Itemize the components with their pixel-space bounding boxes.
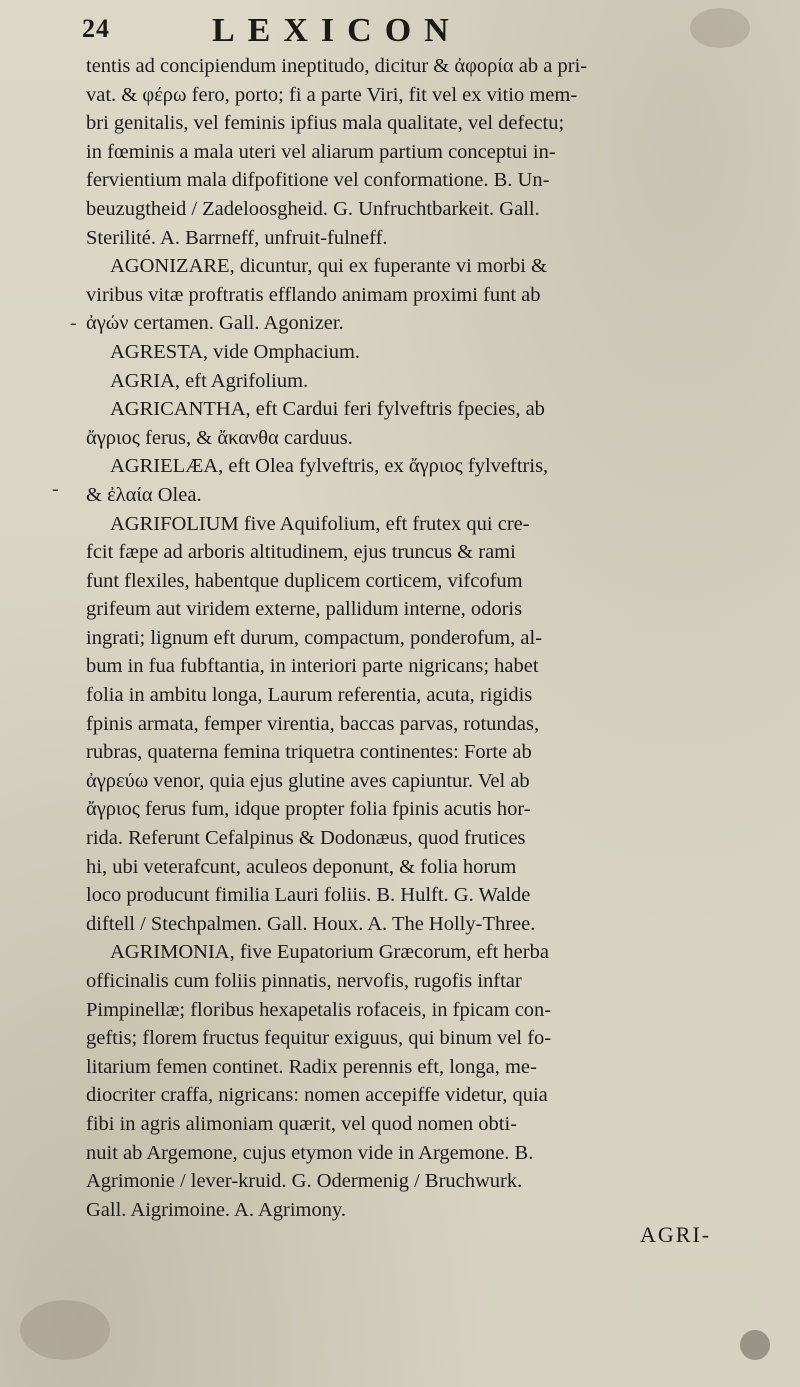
text-line: ἀγών certamen. Gall. Agonizer.	[86, 312, 344, 335]
text-line: in fœminis a mala uteri vel aliarum partium conceptui in-	[86, 140, 556, 163]
text-line: AGRIFOLIUM five Aquifolium, eft frutex qui cre-	[110, 512, 530, 535]
paper-stain	[740, 1330, 770, 1360]
text-line: fibi in agris alimoniam quærit, vel quod nomen obti-	[86, 1112, 518, 1135]
text-line: bum in fua fubftantia, in interiori parte nigricans; habet	[86, 655, 539, 678]
text-line: litarium femen continet. Radix perennis eft, longa, me-	[86, 1055, 537, 1078]
text-line: fpinis armata, femper virentia, baccas parvas, rotundas,	[86, 712, 540, 735]
text-line: tentis ad concipiendum ineptitudo, dicitur & ἀφορία ab a pri-	[86, 55, 588, 77]
margin-mark: -	[70, 312, 77, 334]
text-line: nuit ab Argemone, cujus etymon vide in Argemone. B.	[86, 1141, 534, 1164]
text-line: rubras, quaterna femina triquetra continentes: Forte ab	[86, 741, 532, 764]
text-line: ἀγρεύω venor, quia ejus glutine aves capiuntur. Vel ab	[86, 769, 530, 792]
text-line: hi, ubi veterafcunt, aculeos deponunt, & folia horum	[86, 855, 517, 878]
text-line: AGRIMONIA, five Eupatorium Græcorum, eft herba	[110, 941, 549, 964]
text-line: & ἐλαία Olea.	[86, 483, 202, 506]
page-number: 24	[82, 14, 110, 43]
text-line: officinalis cum foliis pinnatis, nervofis, rugofis inftar	[86, 970, 522, 992]
text-line: Gall. Aigrimoine. A. Agrimony.	[86, 1198, 347, 1221]
text-line: AGRESTA, vide Omphacium.	[110, 340, 361, 363]
page-header	[82, 12, 722, 49]
text-line: fervientium mala difpofitione vel conformatione. B. Un-	[86, 169, 550, 192]
text-line: geftis; florem fructus fequitur exiguus, qui binum vel fo-	[86, 1027, 552, 1050]
text-line: grifeum aut viridem externe, pallidum interne, odoris	[86, 598, 523, 621]
running-head: LEXICON	[212, 12, 462, 49]
body-text	[86, 52, 776, 1224]
text-line: Sterilité. A. Barrneff, unfruit-fulneff.	[86, 226, 388, 249]
text-line: Pimpinellæ; floribus hexapetalis rofaceis, in fpicam con-	[86, 998, 552, 1021]
catchword: AGRI-	[640, 1222, 712, 1247]
text-line: viribus vitæ proftratis efflando animam proximi funt ab	[86, 283, 541, 306]
text-line: diocriter craffa, nigricans: nomen accepiffe videtur, quia	[86, 1084, 548, 1107]
text-line: ingrati; lignum eft durum, compactum, ponderofum, al-	[86, 626, 543, 649]
text-line: rida. Referunt Cefalpinus & Dodonæus, quod frutices	[86, 827, 526, 850]
paper-stain	[20, 1300, 110, 1360]
text-line: AGRIA, eft Agrifolium.	[110, 369, 309, 392]
text-line: loco producunt fimilia Lauri foliis. B. Hulft. G. Walde	[86, 884, 531, 907]
text-line: ἄγριος ferus, & ἄκανθα carduus.	[86, 426, 353, 449]
text-line: vat. & φέρω fero, porto; fi a parte Viri, fit vel ex vitio mem-	[86, 83, 578, 106]
text-line: bri genitalis, vel feminis ipfius mala qualitate, vel defectu;	[86, 112, 565, 135]
text-line: AGRICANTHA, eft Cardui feri fylveftris fpecies, ab	[110, 398, 545, 421]
text-line: ἄγριος ferus fum, idque propter folia fpinis acutis hor-	[86, 798, 531, 821]
text-line: folia in ambitu longa, Laurum referentia, acuta, rigidis	[86, 684, 533, 707]
text-line: AGRIELÆA, eft Olea fylveftris, ex ἄγριος fylveftris,	[110, 455, 549, 478]
text-line: beuzugtheid / Zadeloosgheid. G. Unfruchtbarkeit. Gall.	[86, 197, 540, 220]
text-line: AGONIZARE, dicuntur, qui ex fuperante vi morbi &	[110, 255, 547, 278]
text-line: fcit fæpe ad arboris altitudinem, ejus truncus & rami	[86, 541, 516, 564]
text-line: funt flexiles, habentque duplicem corticem, vifcofum	[86, 569, 523, 592]
text-line: diftell / Stechpalmen. Gall. Houx. A. The Holly-Three.	[86, 912, 536, 935]
margin-mark: -	[52, 478, 59, 500]
text-line: Agrimonie / lever-kruid. G. Odermenig / Bruchwurk.	[86, 1170, 523, 1193]
